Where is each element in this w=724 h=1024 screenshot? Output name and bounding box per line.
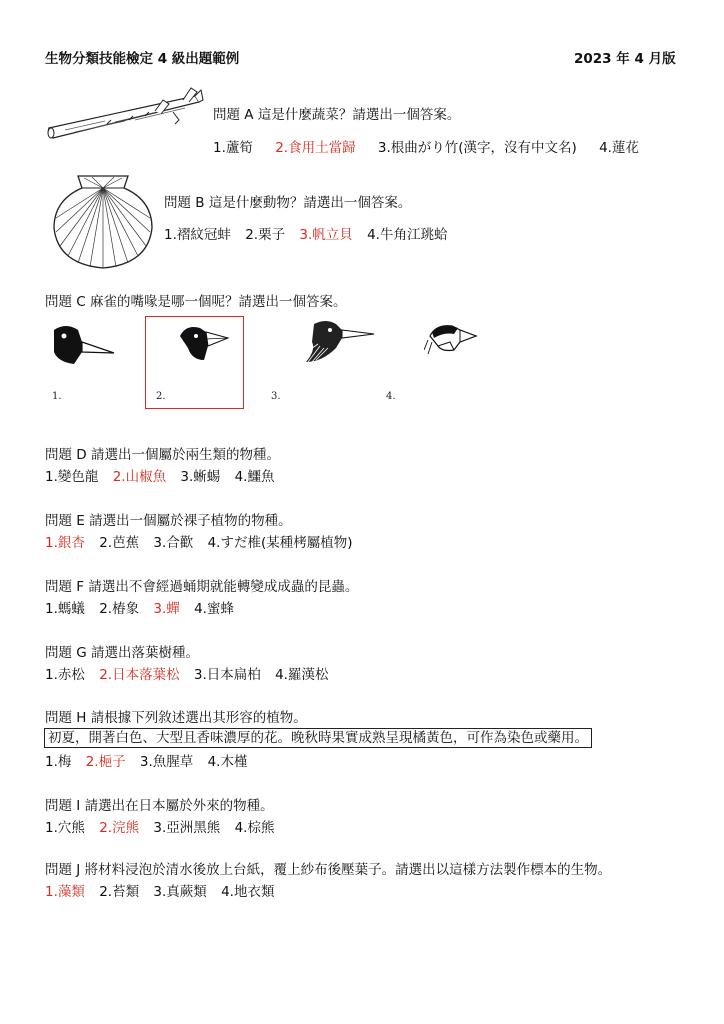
- option-i-2-correct[interactable]: 2.浣熊: [99, 820, 140, 836]
- udo-stalk-illustration: [45, 86, 205, 148]
- option-d-4[interactable]: 4.鱷魚: [234, 469, 275, 485]
- option-g-2-correct[interactable]: 2.日本落葉松: [99, 667, 180, 683]
- option-i-1[interactable]: 1.穴熊: [45, 820, 85, 836]
- question-h-description-box: [44, 726, 592, 746]
- option-e-2[interactable]: 2.芭蕉: [99, 535, 140, 551]
- option-f-3-correct[interactable]: 3.蟬: [153, 601, 180, 617]
- option-a-2-correct[interactable]: 2.食用土當歸: [275, 140, 356, 156]
- question-d-text: 問題 D 請選出一個屬於兩生類的物種。: [45, 447, 280, 463]
- bird-beak-option-4[interactable]: [424, 320, 482, 358]
- option-b-4[interactable]: 4.牛角江珧蛤: [367, 227, 448, 243]
- bird-beak-option-2[interactable]: [176, 324, 232, 364]
- option-f-2[interactable]: 2.椿象: [99, 601, 140, 617]
- option-h-1[interactable]: 1.梅: [45, 754, 72, 770]
- document-edition: 2023 年 4 月版: [574, 51, 676, 67]
- bird-option-number-2: 2.: [156, 391, 166, 402]
- question-d-options: [45, 465, 284, 485]
- question-j-options: [45, 880, 284, 900]
- bird-option-number-4: 4.: [386, 391, 396, 402]
- option-h-3[interactable]: 3.魚腥草: [139, 754, 194, 770]
- option-j-4[interactable]: 4.地衣類: [221, 884, 275, 900]
- question-a-options: [213, 136, 649, 156]
- bird-beak-option-3[interactable]: [302, 318, 378, 366]
- question-b-options: [164, 223, 457, 243]
- option-f-4[interactable]: 4.蜜蜂: [194, 601, 234, 617]
- question-f-text: 問題 F 請選出不會經過蛹期就能轉變成成蟲的昆蟲。: [45, 579, 359, 595]
- option-i-4[interactable]: 4.棕熊: [234, 820, 275, 836]
- document-title: 生物分類技能檢定 4 級出題範例: [45, 51, 240, 67]
- option-j-1-correct[interactable]: 1.藻類: [45, 884, 85, 900]
- option-a-4[interactable]: 4.蓮花: [599, 140, 639, 156]
- option-j-2[interactable]: 2.苔類: [99, 884, 140, 900]
- question-e-options: [45, 531, 362, 551]
- question-a-text: 問題 A 這是什麼蔬菜？請選出一個答案。: [213, 107, 461, 123]
- option-f-1[interactable]: 1.螞蟻: [45, 601, 85, 617]
- option-e-3[interactable]: 3.合歡: [153, 535, 194, 551]
- question-b-text: 問題 B 這是什麼動物？請選出一個答案。: [164, 195, 412, 211]
- bird-option-number-1: 1.: [52, 391, 62, 402]
- option-d-3[interactable]: 3.蜥蜴: [180, 469, 221, 485]
- question-h-text: 問題 H 請根據下列敘述選出其形容的植物。: [45, 710, 307, 726]
- option-h-2-correct[interactable]: 2.梔子: [85, 754, 126, 770]
- question-f-options: [45, 597, 244, 617]
- question-g-options: [45, 663, 338, 683]
- option-g-4[interactable]: 4.羅漢松: [275, 667, 329, 683]
- option-j-3[interactable]: 3.真蕨類: [153, 884, 207, 900]
- option-h-4[interactable]: 4.木槿: [207, 754, 248, 770]
- question-h-options: [45, 750, 257, 770]
- question-e-text: 問題 E 請選出一個屬於裸子植物的物種。: [45, 513, 292, 529]
- option-e-1-correct[interactable]: 1.銀杏: [45, 535, 85, 551]
- option-b-1[interactable]: 1.褶紋冠蚌: [164, 227, 231, 243]
- option-g-1[interactable]: 1.赤松: [45, 667, 85, 683]
- option-i-3[interactable]: 3.亞洲黑熊: [153, 820, 221, 836]
- option-g-3[interactable]: 3.日本扁柏: [193, 667, 261, 683]
- question-c-text: 問題 C 麻雀的嘴喙是哪一個呢？請選出一個答案。: [45, 294, 347, 310]
- option-a-1[interactable]: 1.蘆筍: [213, 140, 253, 156]
- option-e-4[interactable]: 4.すだ椎(某種栲屬植物): [207, 535, 353, 551]
- option-d-2-correct[interactable]: 2.山椒魚: [112, 469, 167, 485]
- option-b-3-correct[interactable]: 3.帆立貝: [299, 227, 353, 243]
- question-i-text: 問題 I 請選出在日本屬於外來的物種。: [45, 798, 274, 814]
- scallop-shell-illustration: [48, 170, 158, 270]
- option-b-2[interactable]: 2.栗子: [245, 227, 286, 243]
- bird-option-number-3: 3.: [271, 391, 281, 402]
- bird-beak-option-1[interactable]: [48, 322, 118, 367]
- question-j-text: 問題 J 將材料浸泡於清水後放上台紙，覆上紗布後壓葉子。請選出以這樣方法製作標本的生物。: [45, 862, 612, 878]
- question-g-text: 問題 G 請選出落葉樹種。: [45, 645, 200, 661]
- question-i-options: [45, 816, 284, 836]
- option-a-3[interactable]: 3.根曲がり竹(漢字，沒有中文名): [377, 140, 577, 156]
- question-h-description: 初夏，開著白色、大型且香味濃厚的花。晚秋時果實成熟呈現橘黃色，可作為染色或藥用。: [44, 728, 592, 748]
- option-d-1[interactable]: 1.變色龍: [45, 469, 99, 485]
